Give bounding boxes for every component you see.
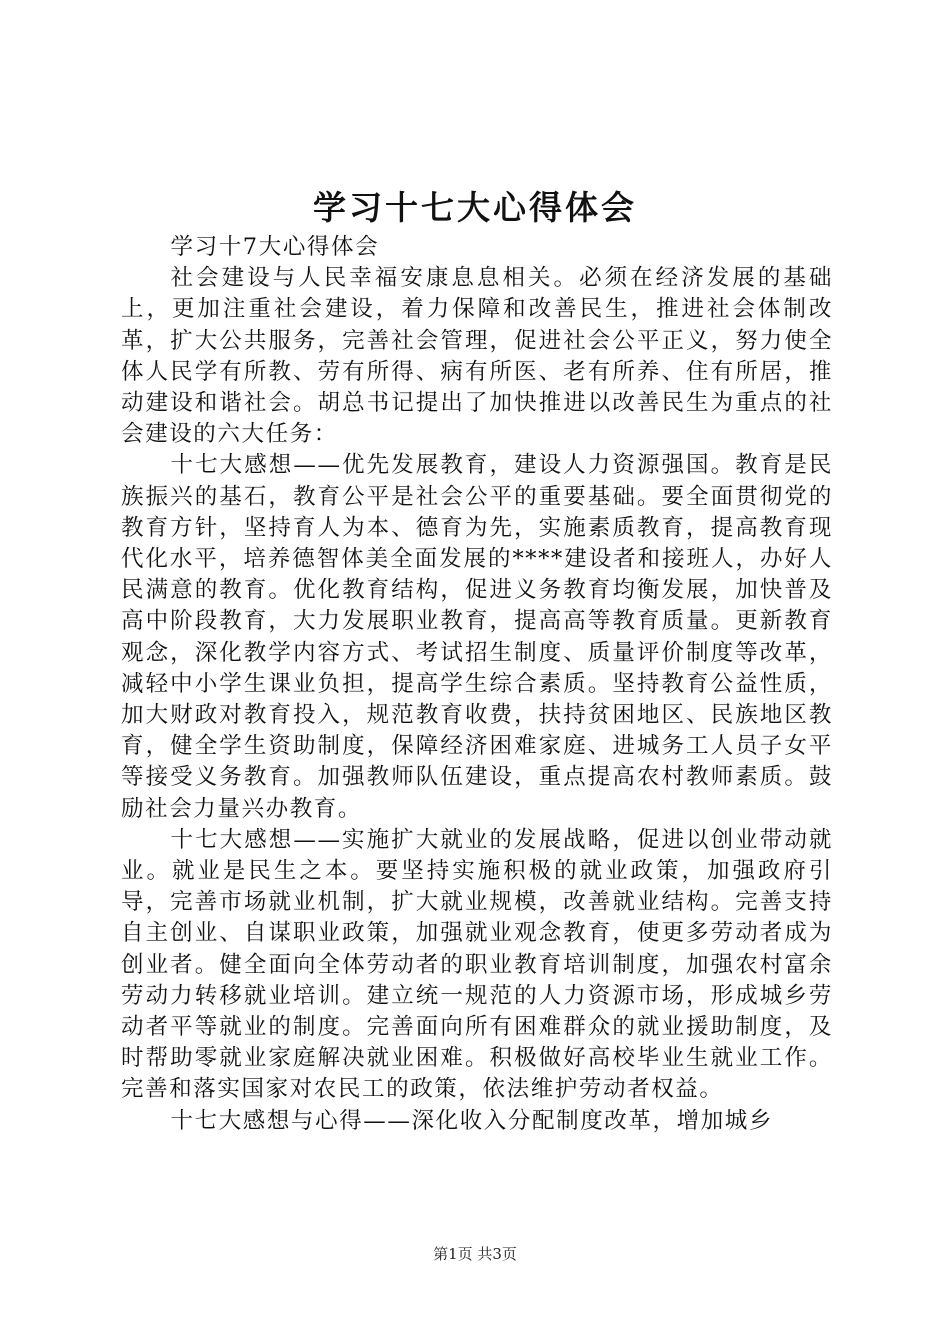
document-title: 学习十七大心得体会 [313,188,637,227]
paragraph-education: 十七大感想——优先发展教育，建设人力资源强国。教育是民族振兴的基石，教育公平是社会公平的重要基础。要全面贯彻党的教育方针，坚持育人为本、德育为先，实施素质教育，提高教育现代化水平，培养德智体美全面发展的****建设者和接班人，办好人民满意的教育。优化教育结构，促进义务教育均衡发展，加快普及高中阶段教育，大力发展职业教育，提高高等教育质量。更新教育观念，深化教学内容方式、考试招生制度、质量评价制度等改革，减轻中小学生课业负担，提高学生综合素质。坚持教育公益性质，加大财政对教育投入，规范教育收费，扶持贫困地区、民族地区教育，健全学生资助制度，保障经济困难家庭、进城务工人员子女平等接受义务教育。加强教师队伍建设，重点提高农村教师素质。鼓励社会力量兴办教育。 [121,452,833,822]
document-body [121,232,833,1137]
page-footer [0,1242,950,1266]
page-number: 第1页 [433,1245,473,1263]
document-subtitle: 学习十7大心得体会 [170,234,380,260]
page-total: 共3页 [477,1245,517,1263]
paragraph-employment: 十七大感想——实施扩大就业的发展战略，促进以创业带动就业。就业是民生之本。要坚持实施积极的就业政策，加强政府引导，完善市场就业机制，扩大就业规模，改善就业结构。完善支持自主创业、自谋职业政策，加强就业观念教育，使更多劳动者成为创业者。健全面向全体劳动者的职业教育培训制度，加强农村富余劳动力转移就业培训。建立统一规范的人力资源市场，形成城乡劳动者平等就业的制度。完善面向所有困难群众的就业援助制度，及时帮助零就业家庭解决就业困难。积极做好高校毕业生就业工作。完善和落实国家对农民工的政策，依法维护劳动者权益。 [121,826,833,1103]
paragraph-intro: 社会建设与人民幸福安康息息相关。必须在经济发展的基础上，更加注重社会建设，着力保障和改善民生，推进社会体制改革，扩大公共服务，完善社会管理，促进社会公平正义，努力使全体人民学有所教、劳有所得、病有所医、老有所养、住有所居，推动建设和谐社会。胡总书记提出了加快推进以改善民生为重点的社会建设的六大任务： [121,265,833,448]
paragraph-income: 十七大感想与心得——深化收入分配制度改革，增加城乡 [170,1107,774,1134]
